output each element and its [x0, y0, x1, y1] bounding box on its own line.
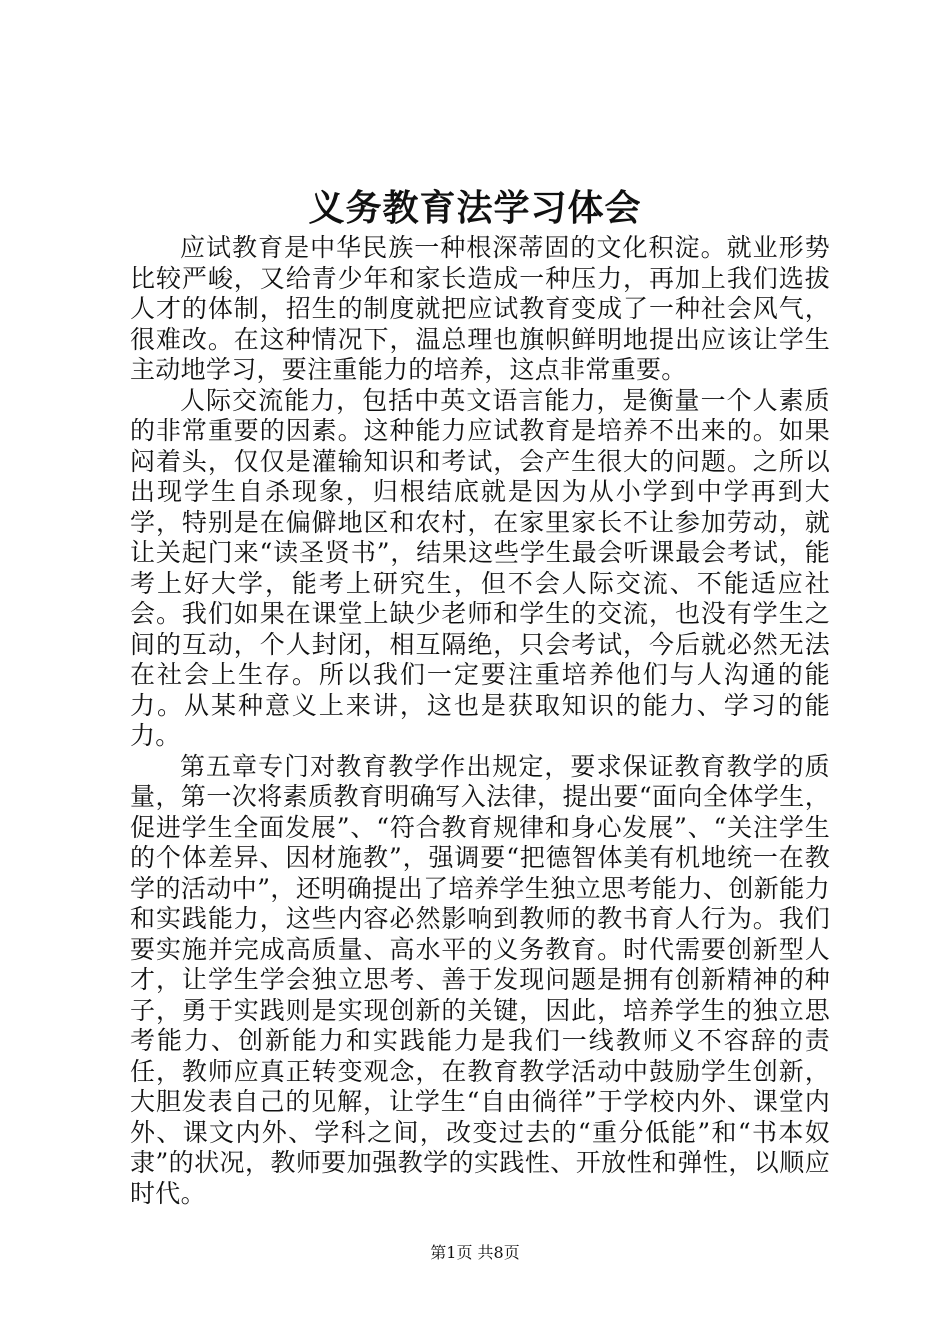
- paragraph-1: 应试教育是中华民族一种根深蒂固的文化积淀。就业形势比较严峻，又给青少年和家长造成一种压力，再加上我们选拔人才的体制，招生的制度就把应试教育变成了一种社会风气，很难改。在这种情况下，温总理也旗帜鲜明地提出应该让学生主动地学习，要注重能力的培养，这点非常重要。: [130, 233, 830, 384]
- paragraph-3: 第五章专门对教育教学作出规定，要求保证教育教学的质量，第一次将素质教育明确写入法律，提出要“面向全体学生，促进学生全面发展”、“符合教育规律和身心发展”、“关注学生的个体差异、因材施教”，强调要“把德智体美有机地统一在教学的活动中”，还明确提出了培养学生独立思考能力、创新能力和实践能力，这些内容必然影响到教师的教书育人行为。我们要实施并完成高质量、高水平的义务教育。时代需要创新型人才，让学生学会独立思考、善于发现问题是拥有创新精神的种子，勇于实践则是实现创新的关键，因此，培养学生的独立思考能力、创新能力和实践能力是我们一线教师义不容辞的责任，教师应真正转变观念，在教育教学活动中鼓励学生创新，大胆发表自己的见解，让学生“自由徜徉”于学校内外、课堂内外、课文内外、学科之间，改变过去的“重分低能”和“书本奴隶”的状况，教师要加强教学的实践性、开放性和弹性，以顺应时代。: [130, 751, 830, 1208]
- page-number-footer: 第1页 共8页: [430, 1243, 520, 1262]
- document-title: 义务教育法学习体会: [308, 187, 642, 229]
- document-body: [130, 233, 830, 1209]
- paragraph-2: 人际交流能力，包括中英文语言能力，是衡量一个人素质的非常重要的因素。这种能力应试教育是培养不出来的。如果闷着头，仅仅是灌输知识和考试，会产生很大的问题。之所以出现学生自杀现象，归根结底就是因为从小学到中学再到大学，特别是在偏僻地区和农村，在家里家长不让参加劳动，就让关起门来“读圣贤书”，结果这些学生最会听课最会考试，能考上好大学，能考上研究生，但不会人际交流、不能适应社会。我们如果在课堂上缺少老师和学生的交流，也没有学生之间的互动，个人封闭，相互隔绝，只会考试，今后就必然无法在社会上生存。所以我们一定要注重培养他们与人沟通的能力。从某种意义上来讲，这也是获取知识的能力、学习的能力。: [130, 385, 830, 750]
